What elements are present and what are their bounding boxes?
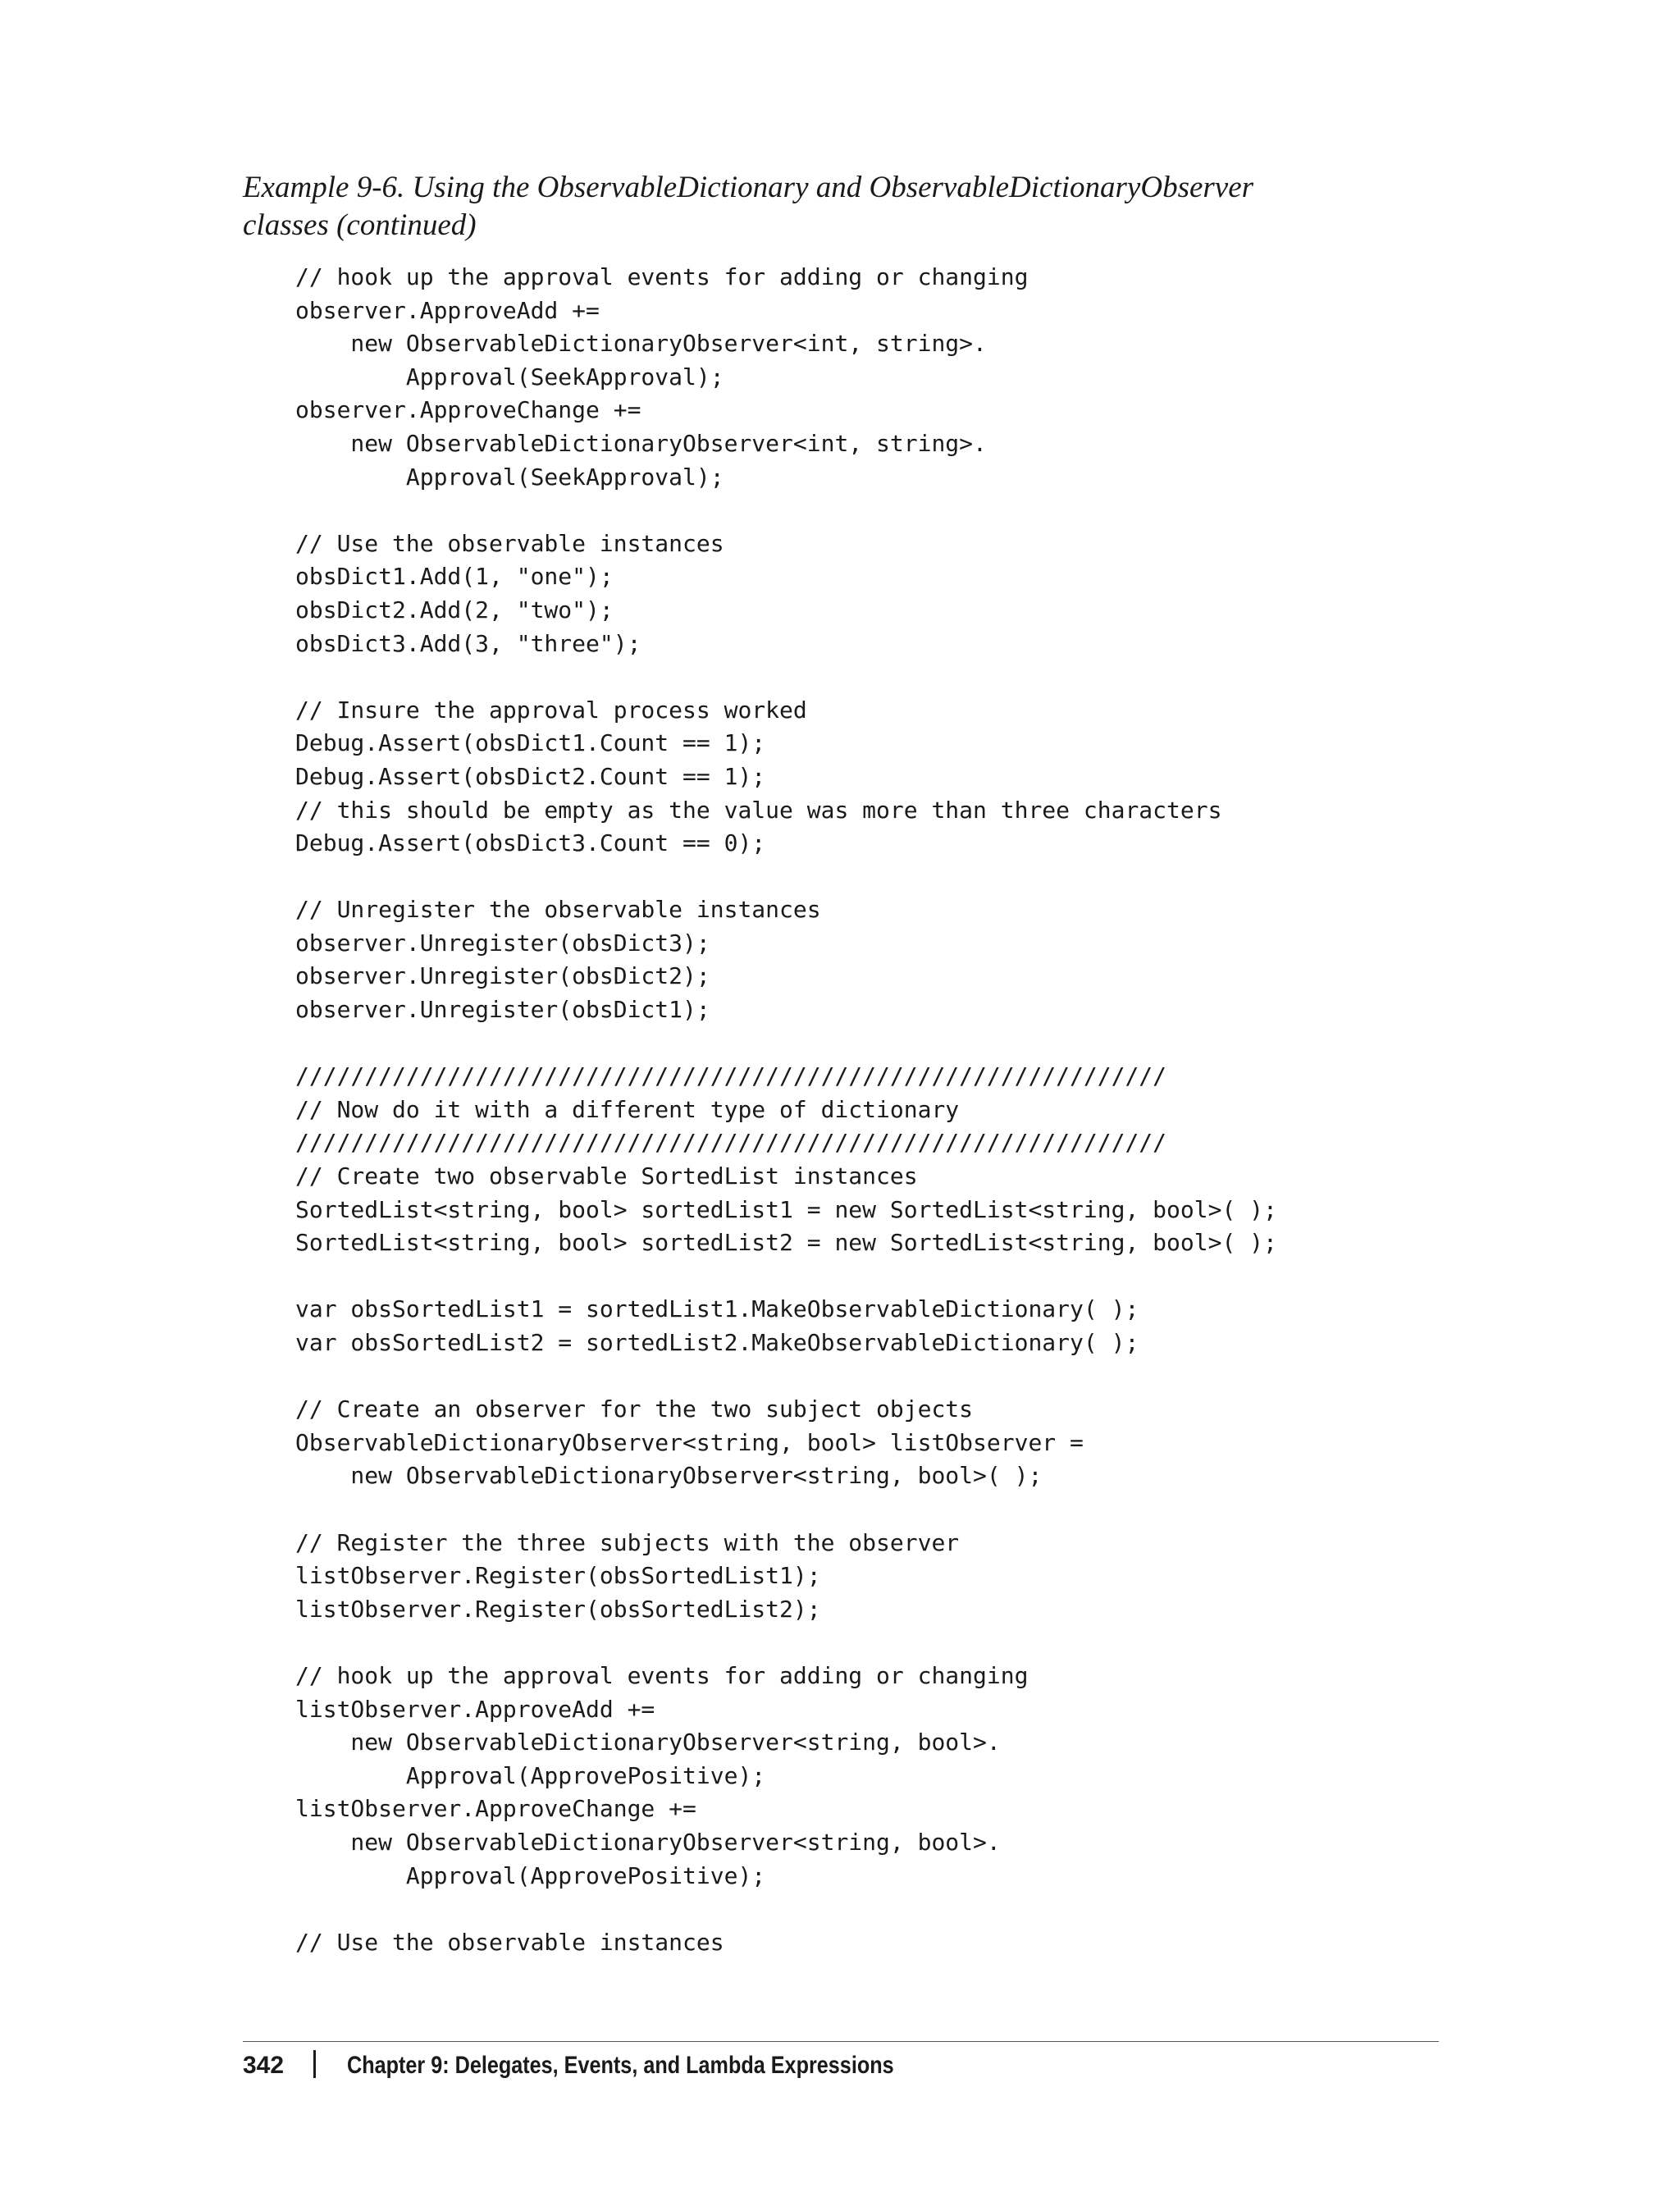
code-line: observer.ApproveChange +=: [295, 396, 641, 424]
code-line: Debug.Assert(obsDict3.Count == 0);: [295, 829, 766, 857]
code-line: Debug.Assert(obsDict2.Count == 1);: [295, 762, 766, 790]
code-line: observer.Unregister(obsDict2);: [295, 962, 710, 990]
code-line: // Create two observable SortedList instances: [295, 1162, 918, 1190]
code-line: // Insure the approval process worked: [295, 696, 807, 724]
chapter-title: Chapter 9: Delegates, Events, and Lambda Expressions: [347, 2052, 894, 2079]
code-line: observer.ApproveAdd +=: [295, 296, 600, 324]
code-line: // hook up the approval events for adding or changing: [295, 263, 1029, 290]
code-line: Debug.Assert(obsDict1.Count == 1);: [295, 729, 766, 757]
code-line: // Register the three subjects with the observer: [295, 1528, 960, 1556]
code-line: // Now do it with a different type of dictionary: [295, 1095, 960, 1123]
code-line: // Unregister the observable instances: [295, 896, 821, 924]
code-line: obsDict2.Add(2, "two");: [295, 596, 614, 623]
code-listing: [295, 261, 1526, 1959]
code-line: [295, 660, 1526, 694]
code-line: [295, 1493, 1526, 1527]
code-line: observer.Unregister(obsDict3);: [295, 929, 710, 957]
code-line: // Use the observable instances: [295, 529, 724, 557]
code-line: [295, 1027, 1526, 1061]
footer-rule: [243, 2041, 1439, 2042]
code-line: ///////////////////////////////////////////////////////////////: [295, 1129, 1167, 1157]
code-line: [295, 861, 1526, 894]
code-line: listObserver.Register(obsSortedList2);: [295, 1595, 821, 1623]
code-line: // Create an observer for the two subject objects: [295, 1395, 974, 1423]
code-line: obsDict1.Add(1, "one");: [295, 563, 614, 591]
code-line: new ObservableDictionaryObserver<string, bool>.: [295, 1828, 1001, 1856]
code-line: ObservableDictionaryObserver<string, bool> listObserver =: [295, 1428, 1084, 1456]
code-line: ///////////////////////////////////////////////////////////////: [295, 1062, 1167, 1090]
code-line: [295, 1360, 1526, 1394]
code-line: [295, 1626, 1526, 1660]
page-footer: [243, 2048, 998, 2084]
code-line: SortedList<string, bool> sortedList1 = new SortedList<string, bool>( );: [295, 1195, 1277, 1223]
code-line: listObserver.Register(obsSortedList1);: [295, 1562, 821, 1590]
code-line: Approval(ApprovePositive);: [295, 1761, 766, 1789]
code-line: new ObservableDictionaryObserver<string, bool>( );: [295, 1462, 1043, 1490]
code-line: new ObservableDictionaryObserver<int, string>.: [295, 330, 987, 358]
code-line: [295, 494, 1526, 528]
code-line: observer.Unregister(obsDict1);: [295, 996, 710, 1024]
code-line: new ObservableDictionaryObserver<int, string>.: [295, 429, 987, 457]
code-line: Approval(ApprovePositive);: [295, 1861, 766, 1889]
code-line: listObserver.ApproveChange +=: [295, 1795, 696, 1823]
code-line: obsDict3.Add(3, "three");: [295, 629, 641, 657]
code-line: new ObservableDictionaryObserver<string, bool>.: [295, 1729, 1001, 1756]
code-line: var obsSortedList2 = sortedList2.MakeObservableDictionary( );: [295, 1329, 1139, 1356]
example-caption: [243, 169, 1440, 244]
footer-separator: [313, 2050, 316, 2078]
code-line: listObserver.ApproveAdd +=: [295, 1695, 655, 1723]
code-line: // Use the observable instances: [295, 1928, 724, 1956]
code-line: SortedList<string, bool> sortedList2 = new SortedList<string, bool>( );: [295, 1229, 1277, 1257]
example-caption-line: Example 9-6. Using the ObservableDictionary and ObservableDictionaryObserver: [243, 171, 1254, 204]
code-line: var obsSortedList1 = sortedList1.MakeObservableDictionary( );: [295, 1295, 1139, 1323]
example-caption-line: classes (continued): [243, 208, 477, 242]
code-line: [295, 1260, 1526, 1294]
code-line: [295, 1893, 1526, 1926]
page-number: 342: [243, 2052, 285, 2079]
code-line: // this should be empty as the value was more than three characters: [295, 796, 1222, 824]
code-line: Approval(SeekApproval);: [295, 463, 724, 491]
code-line: // hook up the approval events for adding or changing: [295, 1661, 1029, 1689]
code-line: Approval(SeekApproval);: [295, 363, 724, 391]
